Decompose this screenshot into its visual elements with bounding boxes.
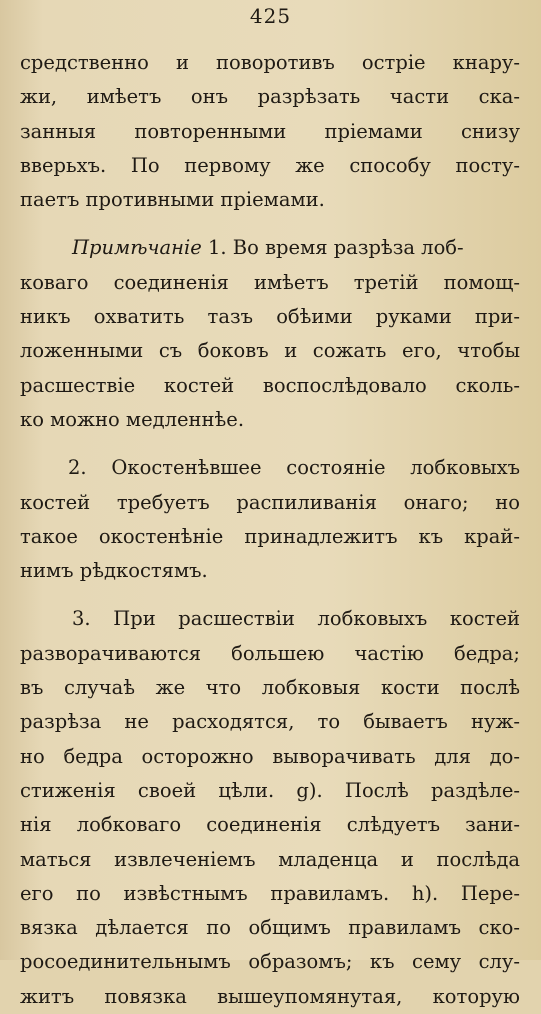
- text-line: вверьхъ. По первому же способу посту-: [20, 153, 520, 177]
- text-line: коваго соединенія имѣетъ третій помощ-: [20, 270, 520, 294]
- text-line: занныя повторенными пріемами снизу: [20, 119, 520, 143]
- text-line: росоединительнымъ образомъ; къ сему слу-: [20, 950, 520, 974]
- text-line: никъ охватить тазъ обѣими руками при-: [20, 305, 520, 329]
- text-line: ко можно медленнѣе.: [20, 407, 245, 431]
- text-line: его по извѣстнымъ правиламъ. h). Пере-: [20, 881, 520, 905]
- text-line: вязка дѣлается по общимъ правиламъ ско-: [20, 916, 520, 940]
- text-line: житъ повязка вышеупомянутая, которую: [20, 984, 520, 1008]
- note-3: [20, 602, 520, 1014]
- text-line: 2. Окостенѣвшее состояніе лобковыхъ: [68, 456, 520, 480]
- note-2: [20, 451, 520, 588]
- text-line: такое окостенѣніе принадлежитъ къ край-: [20, 524, 520, 548]
- note-1-first-line: [20, 231, 520, 265]
- note-1-first-line-text: 1. Во время разрѣза лоб-: [201, 236, 464, 260]
- text-line: паетъ противными пріемами.: [20, 188, 325, 212]
- text-body: [20, 46, 520, 1014]
- text-line: разрѣза не расходятся, то бываетъ нуж-: [20, 710, 520, 734]
- text-line: жи, имѣетъ онъ разрѣзать части ска-: [20, 85, 520, 109]
- text-line: но бедра осторожно выворачивать для до-: [20, 744, 520, 768]
- text-line: нія лобковаго соединенія слѣдуетъ зани-: [20, 813, 520, 837]
- paragraph-1: [20, 46, 520, 217]
- note-label: Примѣчаніе: [72, 236, 202, 260]
- note-1: [20, 231, 520, 437]
- text-line: 3. При расшествіи лобковыхъ костей: [72, 607, 520, 631]
- text-line: ложенными съ боковъ и сожать его, чтобы: [20, 339, 520, 363]
- text-line: нимъ рѣдкостямъ.: [20, 559, 208, 583]
- text-line: костей требуетъ распиливанія онаго; но: [20, 490, 520, 514]
- text-line: средственно и поворотивъ остріе кнару-: [20, 51, 520, 74]
- text-line: разворачиваются большею частію бедра;: [20, 641, 520, 665]
- text-line: расшествіе костей воспослѣдовало сколь-: [20, 373, 520, 397]
- page-number: 425: [249, 4, 292, 28]
- text-line: въ случаѣ же что лобковыя кости послѣ: [20, 676, 520, 700]
- text-line: маться извлеченіемъ младенца и послѣда: [20, 847, 520, 871]
- text-line: стиженія своей цѣли. g). Послѣ раздѣле-: [20, 778, 520, 802]
